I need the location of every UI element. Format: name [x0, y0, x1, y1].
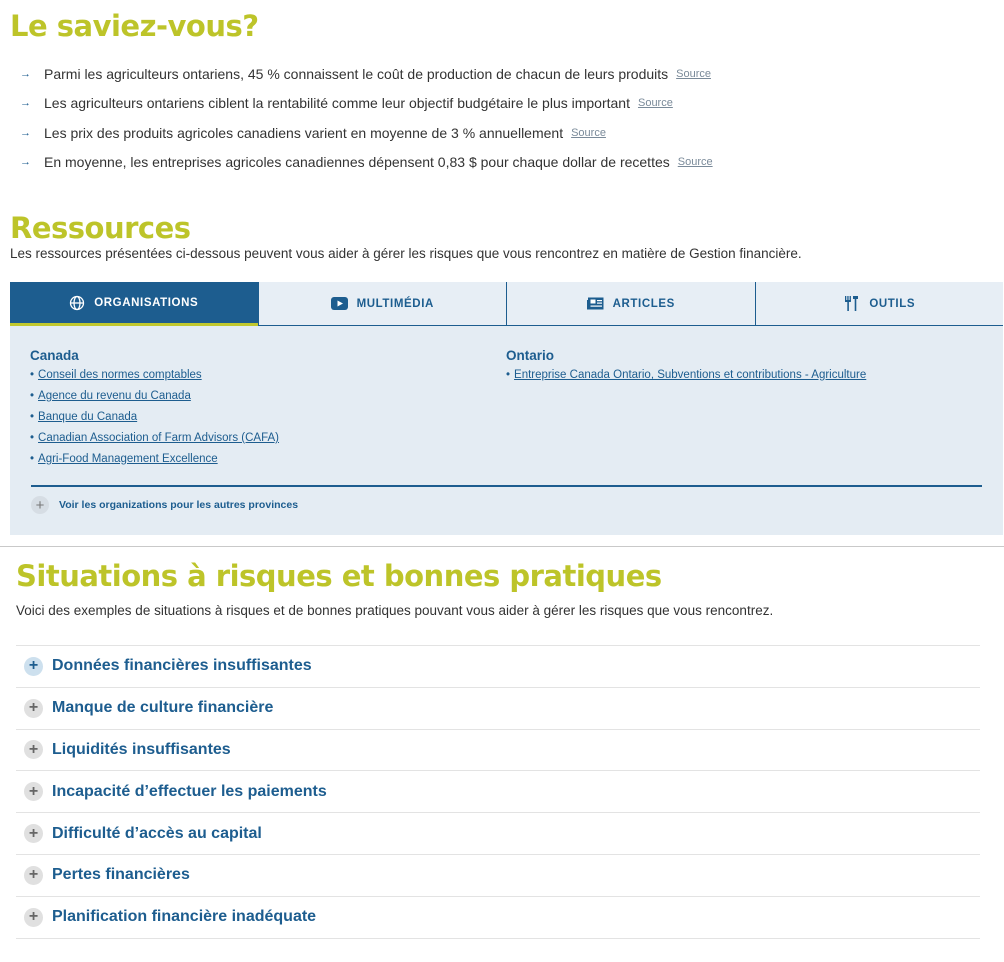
- situations-accordion: [16, 645, 980, 939]
- fact-item: [10, 89, 1000, 119]
- list-item: • Canadian Association of Farm Advisors (CAFA): [30, 432, 279, 444]
- resources-title: Ressources: [10, 211, 191, 245]
- accordion-label: Liquidités insuffisantes: [52, 740, 231, 758]
- resources-section: [10, 211, 1004, 261]
- source-link[interactable]: Source: [676, 67, 711, 80]
- tab-articles[interactable]: [506, 282, 755, 326]
- play-icon: [331, 297, 348, 310]
- globe-icon: [69, 295, 85, 311]
- tools-icon: [843, 295, 860, 312]
- accordion-label: Données financières insuffisantes: [52, 657, 312, 675]
- fact-item: [10, 148, 1000, 178]
- accordion-item[interactable]: [16, 771, 980, 813]
- plus-icon: +: [24, 699, 43, 718]
- more-provinces-label: Voir les organizations pour les autres provinces: [59, 499, 299, 511]
- accordion-label: Manque de culture financière: [52, 699, 274, 717]
- accordion-item[interactable]: [16, 730, 980, 772]
- arrow-right-icon: →: [20, 126, 31, 139]
- ontario-column: [506, 348, 982, 470]
- divider: [31, 485, 982, 487]
- canada-links: [30, 365, 506, 470]
- accordion-item[interactable]: [16, 897, 980, 939]
- tab-outils[interactable]: [755, 282, 1004, 326]
- fact-text: En moyenne, les entreprises agricoles canadiennes dépensent 0,83 $ pour chaque dollar de recettes: [44, 154, 670, 171]
- plus-icon: +: [24, 908, 43, 927]
- ontario-links: [506, 365, 982, 386]
- fact-item: [10, 118, 1000, 148]
- arrow-right-icon: →: [20, 67, 31, 80]
- accordion-label: Planification financière inadéquate: [52, 908, 317, 926]
- situations-title: Situations à risques et bonnes pratiques: [16, 559, 662, 593]
- fact-text: Parmi les agriculteurs ontariens, 45 % connaissent le coût de production de chacun de leurs produits: [44, 65, 669, 82]
- list-item: • Banque du Canada: [30, 411, 138, 423]
- plus-icon: +: [24, 782, 43, 801]
- organisations-content: [30, 348, 982, 470]
- resources-tabs-panel: [10, 282, 1003, 535]
- org-link[interactable]: Conseil des normes comptables: [38, 369, 202, 381]
- canada-heading: Canada: [30, 348, 79, 363]
- resources-intro: Les ressources présentées ci-dessous peuvent vous aider à gérer les risques que vous rencontrez en matière de Gestion financière.: [10, 246, 802, 261]
- plus-icon: +: [24, 866, 43, 885]
- plus-icon: +: [24, 740, 43, 759]
- list-item: • Agri-Food Management Excellence: [30, 453, 218, 465]
- situations-intro: Voici des exemples de situations à risques et de bonnes pratiques pouvant vous aider à gérer les risques que vous rencontrez.: [16, 603, 774, 618]
- tab-multimedia[interactable]: [258, 282, 507, 326]
- org-link[interactable]: Canadian Association of Farm Advisors (CAFA): [38, 432, 279, 444]
- tab-label: ARTICLES: [612, 297, 675, 310]
- accordion-label: Pertes financières: [52, 866, 190, 884]
- tab-bar: [10, 282, 1003, 326]
- situations-section: [16, 557, 980, 618]
- accordion-item[interactable]: [16, 688, 980, 730]
- canada-column: [30, 348, 506, 470]
- did-you-know-section: [10, 8, 1000, 177]
- source-link[interactable]: Source: [677, 156, 713, 169]
- org-link[interactable]: Banque du Canada: [38, 411, 138, 423]
- accordion-item[interactable]: [16, 646, 980, 688]
- more-provinces-toggle[interactable]: [31, 496, 298, 514]
- accordion-item[interactable]: [16, 855, 980, 897]
- arrow-right-icon: →: [20, 97, 31, 110]
- tab-label: MULTIMÉDIA: [356, 297, 434, 310]
- accordion-item[interactable]: [16, 813, 980, 855]
- list-item: • Conseil des normes comptables: [30, 369, 202, 381]
- fact-item: [10, 59, 1000, 89]
- tab-organisations[interactable]: [10, 282, 258, 326]
- section-divider: [0, 546, 1004, 547]
- accordion-label: Incapacité d’effectuer les paiements: [52, 782, 327, 800]
- plus-icon: +: [31, 496, 49, 514]
- newspaper-icon: [587, 297, 604, 310]
- list-item: • Agence du revenu du Canada: [30, 390, 191, 402]
- accordion-label: Difficulté d’accès au capital: [52, 824, 262, 842]
- source-link[interactable]: Source: [637, 97, 673, 110]
- org-link[interactable]: Agence du revenu du Canada: [38, 390, 191, 402]
- source-link[interactable]: Source: [571, 126, 606, 139]
- ontario-heading: Ontario: [506, 348, 555, 363]
- tab-label: OUTILS: [869, 297, 916, 310]
- fact-text: Les prix des produits agricoles canadiens varient en moyenne de 3 % annuellement: [44, 124, 564, 141]
- org-link[interactable]: Entreprise Canada Ontario, Subventions et contributions - Agriculture: [514, 369, 867, 381]
- tab-label: ORGANISATIONS: [94, 296, 199, 309]
- did-you-know-title: Le saviez-vous?: [10, 9, 259, 43]
- fact-text: Les agriculteurs ontariens ciblent la rentabilité comme leur objectif budgétaire le plus important: [44, 95, 630, 112]
- list-item: • Entreprise Canada Ontario, Subventions et contributions - Agriculture: [506, 369, 867, 381]
- facts-list: [10, 59, 1000, 177]
- plus-icon: +: [24, 657, 43, 676]
- arrow-right-icon: →: [20, 156, 31, 169]
- plus-icon: +: [24, 824, 43, 843]
- org-link[interactable]: Agri-Food Management Excellence: [38, 453, 218, 465]
